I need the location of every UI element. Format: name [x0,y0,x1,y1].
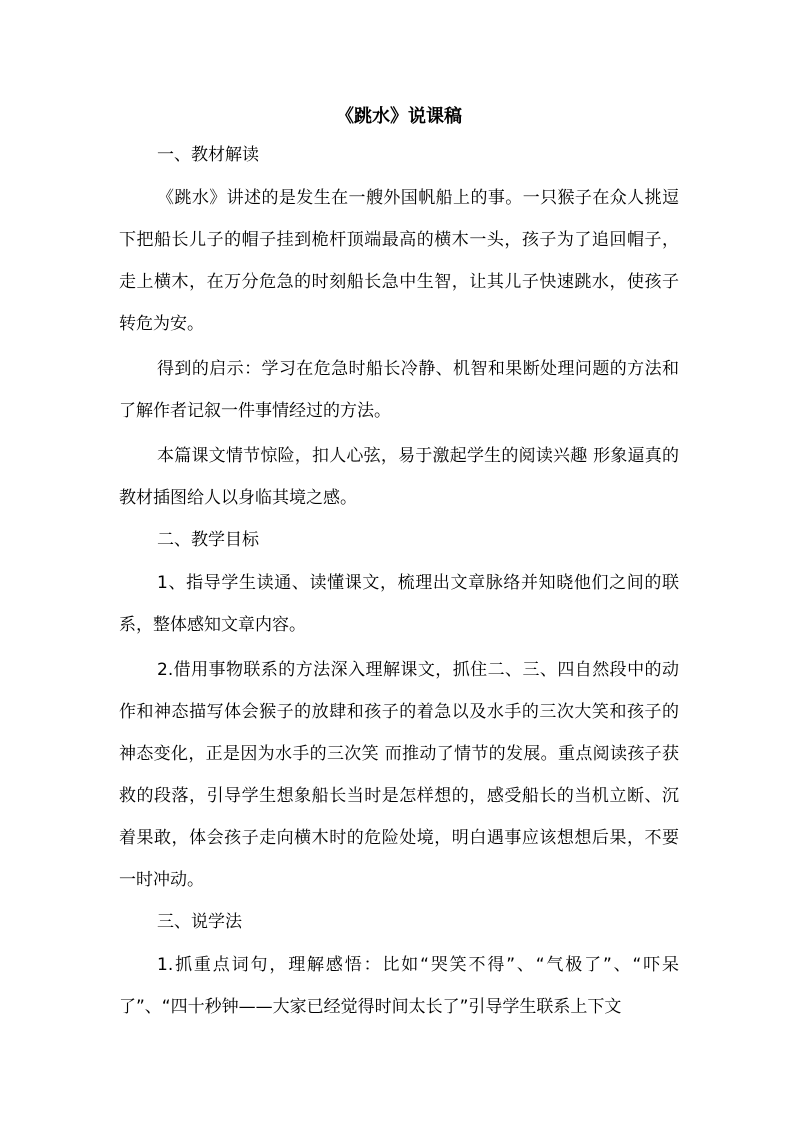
document-body [119,100,679,1028]
section-textbook-interpretation [119,134,679,519]
paragraph-goal-2: 2.借用事物联系的方法深入理解课文，抓住二、三、四自然段中的动作和神态描写体会猴子的放肆和孩子的着急以及水手的三次大笑和孩子的神态变化，正是因为水手的三次笑 而推动了情节的发展。重点阅读孩子获救的段落，引导学生想象船长当时是怎样想的，感受船长的当机立断、沉着果敢，体会孩子走向横木时的危险处境，明白遇事应该想想后果，不要一时冲动。 [119,660,679,890]
section-heading: 二、教学目标 [157,530,259,550]
section-heading: 三、说学法 [157,912,242,932]
section-learning-methods [119,901,679,1028]
paragraph-inspiration: 得到的启示：学习在危急时船长冷静、机智和果断处理问题的方法和了解作者记叙一件事情经过的方法。 [119,359,679,421]
paragraph-method-1: 1.抓重点词句，理解感悟：比如“哭笑不得”、“气极了”、“吓呆了”、“四十秒钟——大家已经觉得时间太长了”引导学生联系上下文 [119,955,679,1017]
document-title: 《跳水》说课稿 [336,106,462,127]
section-teaching-goals [119,519,679,901]
section-heading: 一、教材解读 [157,145,259,165]
paragraph-features: 本篇课文情节惊险，扣人心弦，易于激起学生的阅读兴趣 形象逼真的教材插图给人以身临其境之感。 [119,446,679,508]
paragraph-summary: 《跳水》讲述的是发生在一艘外国帆船上的事。一只猴子在众人挑逗下把船长儿子的帽子挂到桅杆顶端最高的横木一头，孩子为了追回帽子，走上横木，在万分危急的时刻船长急中生智，让其儿子快速跳水，使孩子转危为安。 [119,188,679,334]
paragraph-goal-1: 1、指导学生读通、读懂课文，梳理出文章脉络并知晓他们之间的联系，整体感知文章内容。 [119,573,679,635]
